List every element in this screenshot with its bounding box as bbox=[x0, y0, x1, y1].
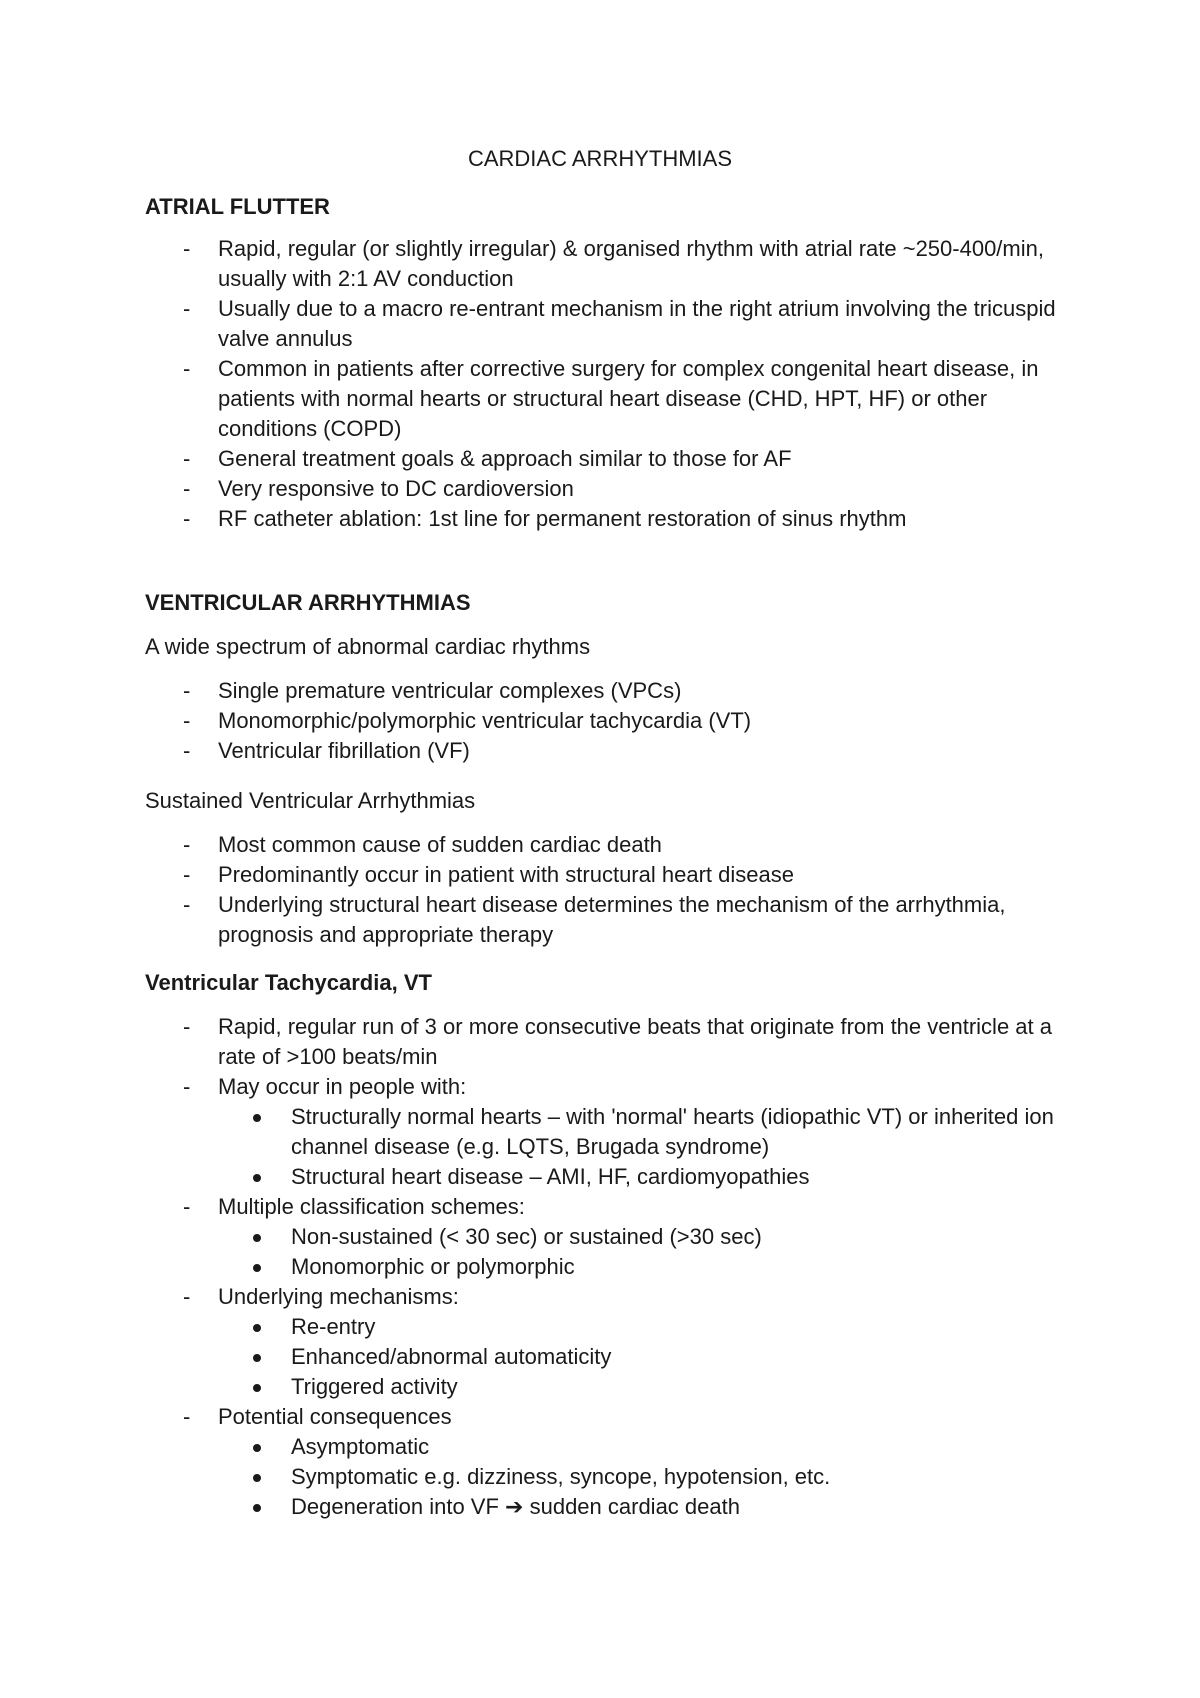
sub-list-item: Structurally normal hearts – with 'normal' hearts (idiopathic VT) or inherited ion channel disease (e.g. LQTS, Brugada syndrome) bbox=[218, 1102, 1065, 1162]
list-item: - Underlying structural heart disease determines the mechanism of the arrhythmia, prognosis and appropriate therapy bbox=[145, 890, 1065, 950]
list-item: - Usually due to a macro re-entrant mechanism in the right atrium involving the tricuspid valve annulus bbox=[145, 294, 1065, 354]
sustained-list bbox=[145, 830, 1065, 950]
sub-list bbox=[145, 1102, 1065, 1192]
sub-list-item: Structural heart disease – AMI, HF, cardiomyopathies bbox=[218, 1162, 1065, 1192]
list-item: - Ventricular fibrillation (VF) bbox=[145, 736, 1065, 766]
atrial-flutter-section bbox=[145, 192, 1065, 534]
list-item: - Most common cause of sudden cardiac death bbox=[145, 830, 1065, 860]
list-item: - Monomorphic/polymorphic ventricular tachycardia (VT) bbox=[145, 706, 1065, 736]
list-item: - Very responsive to DC cardioversion bbox=[145, 474, 1065, 504]
sub-list-item: Asymptomatic bbox=[218, 1432, 1065, 1462]
atrial-flutter-heading: ATRIAL FLUTTER bbox=[145, 194, 330, 219]
sub-list-item: Non-sustained (< 30 sec) or sustained (>30 sec) bbox=[218, 1222, 1065, 1252]
sub-list bbox=[145, 1222, 1065, 1282]
sub-list-item-text: Degeneration into VF bbox=[291, 1494, 499, 1519]
atrial-flutter-list bbox=[145, 234, 1065, 534]
sub-list bbox=[145, 1312, 1065, 1402]
document-title: CARDIAC ARRHYTHMIAS bbox=[467, 146, 733, 171]
sub-list-item: Monomorphic or polymorphic bbox=[218, 1252, 1065, 1282]
list-item-text: Underlying mechanisms: bbox=[218, 1284, 459, 1309]
sub-list bbox=[145, 1432, 1065, 1522]
vt-section bbox=[145, 968, 1065, 1522]
list-item: - Single premature ventricular complexes (VPCs) bbox=[145, 676, 1065, 706]
list-item: - General treatment goals & approach similar to those for AF bbox=[145, 444, 1065, 474]
ventricular-section bbox=[145, 588, 1065, 766]
sub-list-item: Symptomatic e.g. dizziness, syncope, hypotension, etc. bbox=[218, 1462, 1065, 1492]
ventricular-heading: VENTRICULAR ARRHYTHMIAS bbox=[145, 590, 471, 615]
vt-list bbox=[145, 1012, 1065, 1522]
list-item: - Rapid, regular (or slightly irregular) & organised rhythm with atrial rate ~250-400/min, usually with 2:1 AV conduction bbox=[145, 234, 1065, 294]
sub-list-item-text: sudden cardiac death bbox=[529, 1494, 740, 1519]
ventricular-list bbox=[145, 676, 1065, 766]
sustained-heading: Sustained Ventricular Arrhythmias bbox=[145, 788, 476, 813]
sub-list-item bbox=[218, 1492, 1065, 1522]
list-item bbox=[145, 1072, 1065, 1192]
list-item-text: Potential consequences bbox=[218, 1404, 452, 1429]
list-item-text: May occur in people with: bbox=[218, 1074, 467, 1099]
list-item bbox=[145, 1192, 1065, 1282]
ventricular-intro: A wide spectrum of abnormal cardiac rhythms bbox=[145, 634, 591, 659]
list-item: - Predominantly occur in patient with structural heart disease bbox=[145, 860, 1065, 890]
sub-list-item: Re-entry bbox=[218, 1312, 1065, 1342]
list-item: - RF catheter ablation: 1st line for permanent restoration of sinus rhythm bbox=[145, 504, 1065, 534]
list-item: - Common in patients after corrective surgery for complex congenital heart disease, in patients with normal hearts or structural heart disease (CHD, HPT, HF) or other conditions (COPD) bbox=[145, 354, 1065, 444]
sub-list-item: Triggered activity bbox=[218, 1372, 1065, 1402]
list-item bbox=[145, 1282, 1065, 1402]
arrow-right-icon: ➔ bbox=[505, 1494, 524, 1519]
sustained-section bbox=[145, 786, 1065, 950]
list-item: - Rapid, regular run of 3 or more consecutive beats that originate from the ventricle at a rate of >100 beats/min bbox=[145, 1012, 1065, 1072]
list-item-text: Multiple classification schemes: bbox=[218, 1194, 525, 1219]
vt-heading: Ventricular Tachycardia, VT bbox=[145, 970, 432, 995]
sub-list-item: Enhanced/abnormal automaticity bbox=[218, 1342, 1065, 1372]
list-item bbox=[145, 1402, 1065, 1522]
